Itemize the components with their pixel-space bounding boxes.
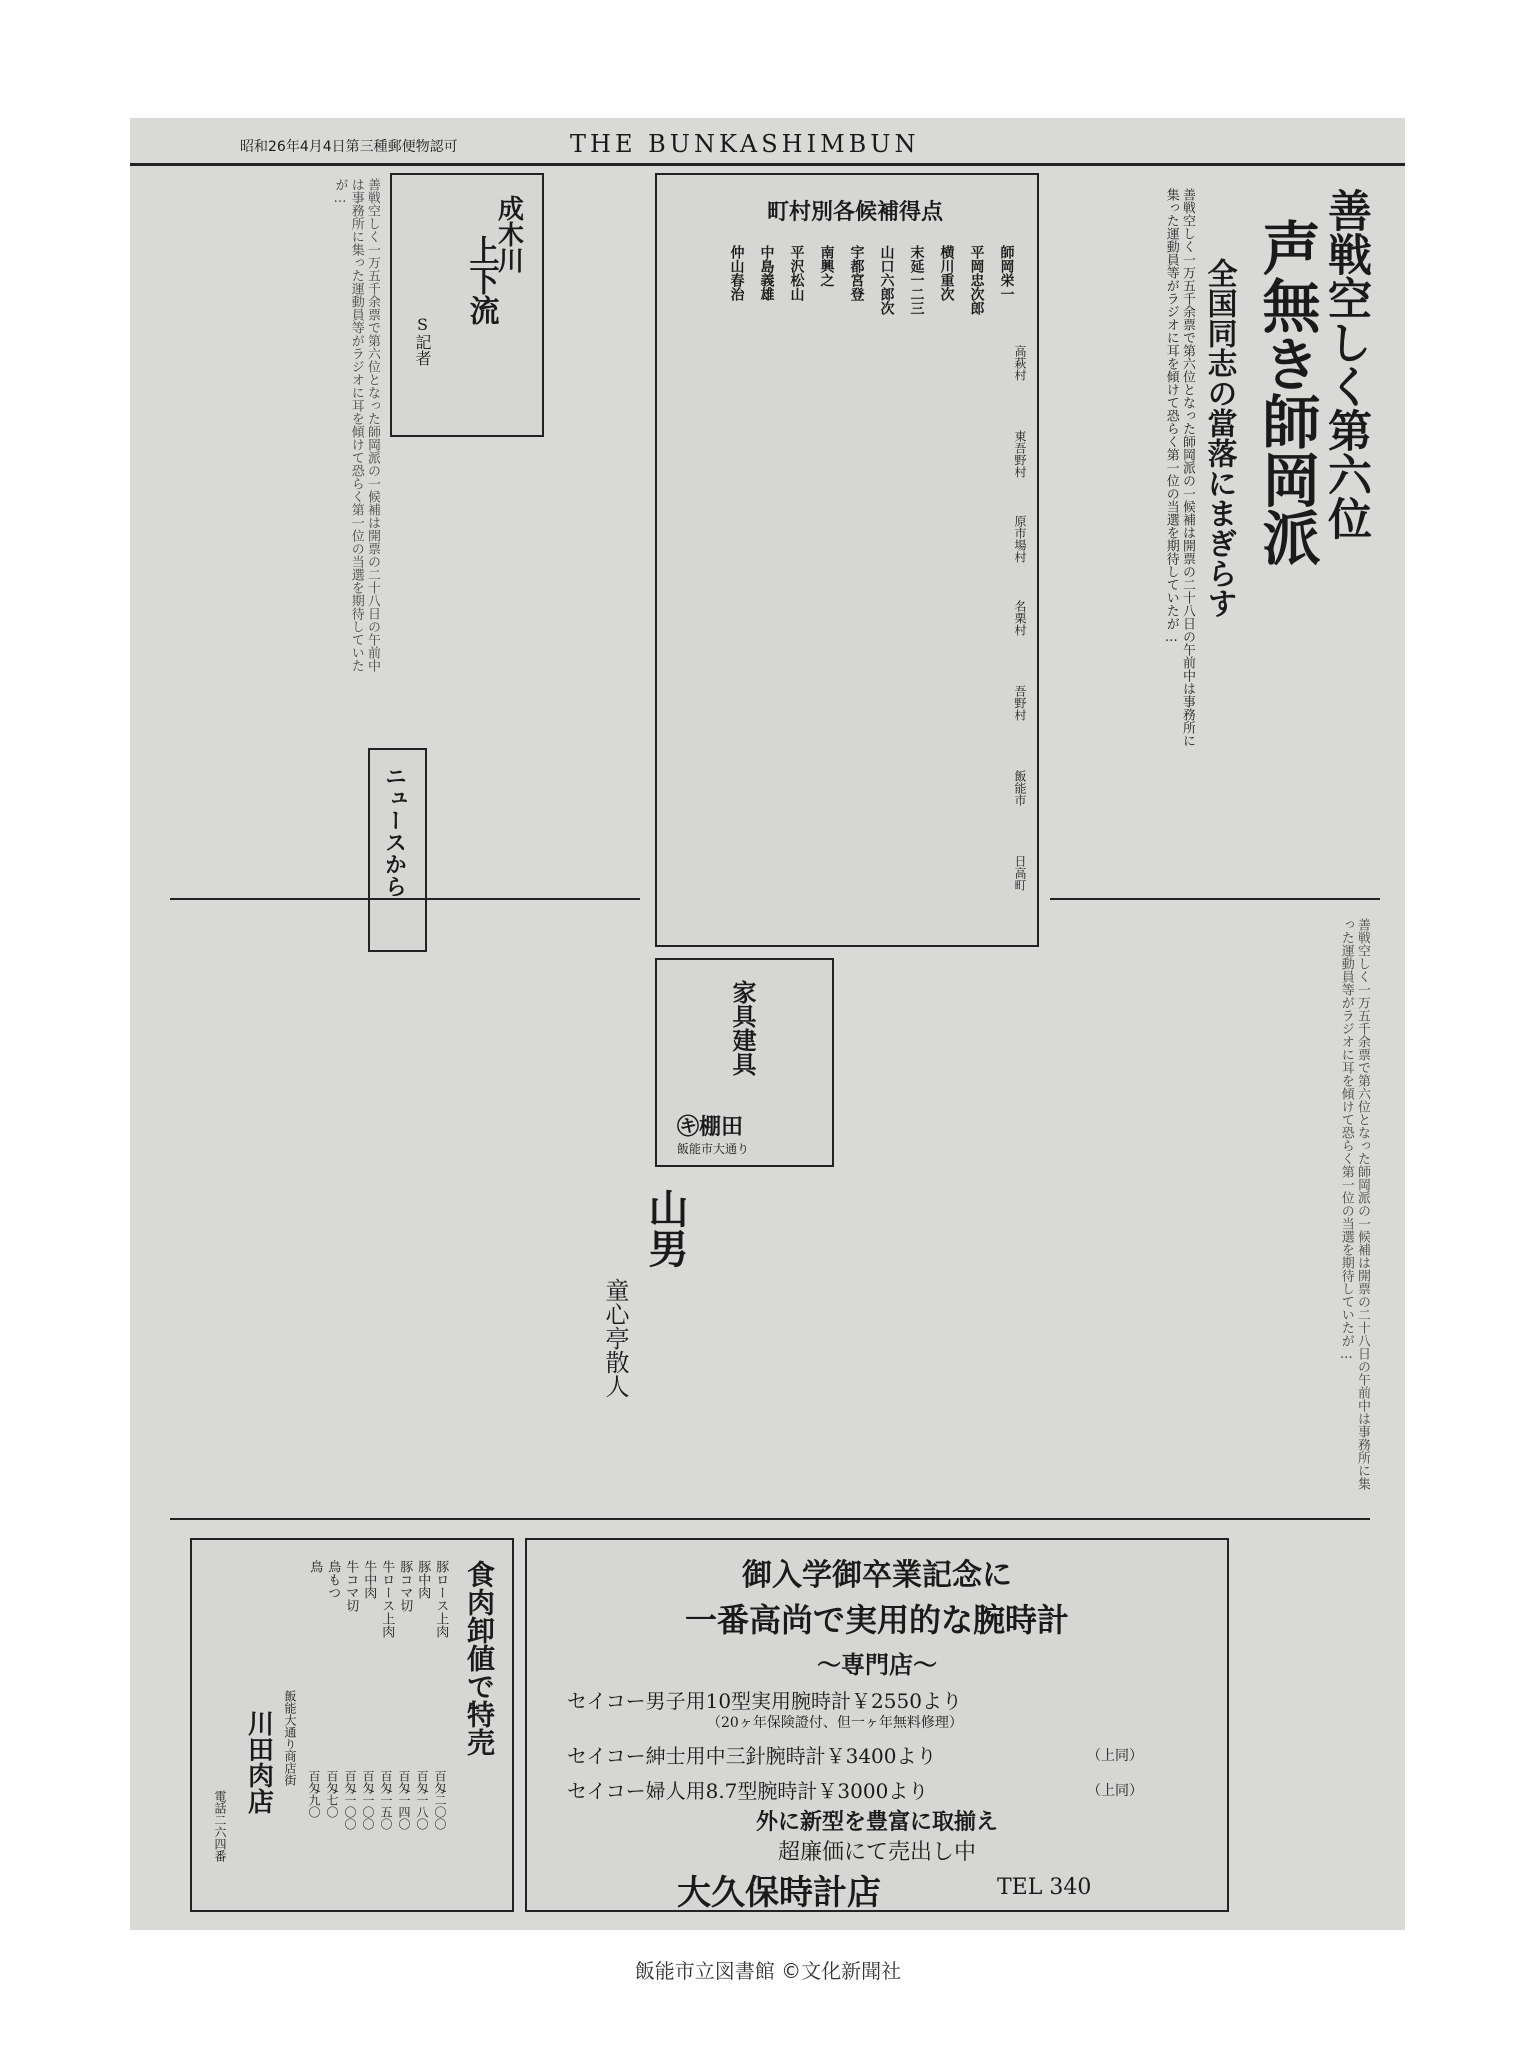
table-candidate: 宇都宮登 <box>848 245 865 301</box>
ad-watch-item3-note: （上同） <box>1087 1783 1143 1799</box>
table-column-header: 日高町 <box>1013 855 1027 891</box>
ad-watch-line1: 御入学御卒業記念に <box>742 1558 1012 1593</box>
table-column-header: 飯能市 <box>1013 770 1027 806</box>
ad-watch-shop: 大久保時計店 <box>677 1873 881 1913</box>
ad-meat-item: 牛中肉 <box>361 1560 377 1599</box>
newspaper-page <box>130 118 1405 1930</box>
table-candidate: 南興之 <box>818 245 835 287</box>
ad-furniture-name: 家具建具 <box>728 980 757 1076</box>
table-candidate: 中島義雄 <box>758 245 775 301</box>
page-footer: 飯能市立図書館 ©文化新聞社 <box>634 1959 902 1983</box>
ad-watch-line5: 超廉価にて売出し中 <box>777 1840 976 1865</box>
divider-left-middle <box>170 898 640 900</box>
ad-watch-item1-note: （20ヶ年保険證付、但一ヶ年無料修理） <box>707 1715 963 1731</box>
table-column-header: 原市場村 <box>1013 515 1027 563</box>
table-column-header: 東吾野村 <box>1013 430 1027 478</box>
column-nari-box <box>390 173 544 437</box>
ad-watch-item2: セイコー紳士用中三針腕時計￥3400より <box>567 1744 937 1768</box>
lead-headline-2: 声無き師岡派 <box>1252 218 1321 566</box>
ad-watch-line3: 〜専門店〜 <box>817 1651 937 1679</box>
ad-meat-item: 豚中肉 <box>415 1560 431 1599</box>
ad-meat-price: 百匁一八〇 <box>415 1770 429 1830</box>
column-nari-title-a: 成木川 <box>493 195 524 273</box>
table-candidate: 師岡栄一 <box>998 245 1015 301</box>
table-title: 町村別各候補得点 <box>767 199 944 225</box>
ad-meat-price: 百匁九〇 <box>307 1770 321 1818</box>
table-candidate: 末延一二三 <box>908 245 925 315</box>
issue-date: 昭和26年4月4日第三種郵便物認可 <box>240 139 458 155</box>
news-box-title: ニュースから <box>381 765 408 897</box>
news-box <box>368 748 427 952</box>
ad-watch-item1: セイコー男子用10型実用腕時計￥2550より <box>567 1689 962 1713</box>
ad-meat-item: 鳥もつ <box>325 1560 341 1599</box>
ad-meat-phone: 電話二六四番 <box>213 1790 227 1862</box>
table-column-header: 吾野村 <box>1013 685 1027 721</box>
ad-meat-price: 百匁一四〇 <box>397 1770 411 1830</box>
ad-meat-price: 百匁二〇〇 <box>433 1770 447 1830</box>
vote-table <box>655 173 1039 947</box>
ad-meat-price: 百匁一〇〇 <box>343 1770 357 1830</box>
ad-watch-line2: 一番高尚で実用的な腕時計 <box>684 1601 1069 1639</box>
lead-body: 善戦空しく一万五千余票で第六位となった師岡派の一候補は開票の二十八日の午前中は事務所に集った運動員等がラジオに耳を傾けて恐らく第一位の当選を期待していたが… <box>1163 188 1195 747</box>
ad-meat-price: 百匁一〇〇 <box>361 1770 375 1830</box>
table-candidate: 平岡忠次郎 <box>968 245 985 315</box>
table-column-header: 高萩村 <box>1013 345 1027 381</box>
ad-meat-item: 豚ロース上肉 <box>433 1560 449 1638</box>
ad-meat-price: 百匁一五〇 <box>379 1770 393 1830</box>
ad-watch-tel: TEL 340 <box>997 1875 1092 1900</box>
body-column-left-top: 善戦空しく一万五千余票で第六位となった師岡派の一候補は開票の二十八日の午前中は事務所に集った運動員等がラジオに耳を傾けて恐らく第一位の当選を期待していたが… <box>332 178 380 672</box>
ad-meat-title: 食肉卸値で特売 <box>463 1560 496 1756</box>
newspaper-title: THE BUNKASHIMBUN <box>570 130 920 158</box>
ad-meat-item: 牛コマ切 <box>343 1560 359 1612</box>
lead-subhead: 全国同志の當落にまぎらす <box>1201 258 1237 618</box>
ad-meat <box>190 1538 514 1912</box>
column-nari-author: S記者 <box>413 315 432 366</box>
ad-watch-line4: 外に新型を豊富に取揃え <box>755 1810 998 1835</box>
ad-meat-item: 豚コマ切 <box>397 1560 413 1612</box>
table-candidate: 山口六郎次 <box>878 245 895 315</box>
column-nari-title-b: 上下流 <box>463 235 499 325</box>
ad-watch-item2-note: （上同） <box>1087 1748 1143 1764</box>
divider-bottom-ads <box>170 1518 1370 1520</box>
ad-meat-item: 鳥 <box>307 1560 323 1573</box>
lead-headline-1: 善戦空しく第六位 <box>1320 188 1371 540</box>
story-title: 山男 <box>642 1188 689 1268</box>
ad-meat-item: 牛ロース上肉 <box>379 1560 395 1638</box>
table-candidate: 平沢松山 <box>788 245 805 301</box>
ad-furniture <box>655 958 834 1167</box>
ad-watch <box>525 1538 1229 1912</box>
table-candidate: 仲山春治 <box>728 245 745 301</box>
table-candidate: 横川重次 <box>938 245 955 301</box>
ad-furniture-addr: 飯能市大通り <box>677 1142 750 1156</box>
ad-furniture-shop: ㋖棚田 <box>677 1114 744 1140</box>
ad-meat-price: 百匁七〇 <box>325 1770 339 1818</box>
story-author: 童心亭散人 <box>601 1278 629 1398</box>
ad-meat-address: 飯能大通り商店街 <box>283 1690 297 1786</box>
table-column-header: 名栗村 <box>1013 600 1027 636</box>
body-column-right-mid: 善戦空しく一万五千余票で第六位となった師岡派の一候補は開票の二十八日の午前中は事務所に集った運動員等がラジオに耳を傾けて恐らく第一位の当選を期待していたが… <box>1338 918 1370 1490</box>
ad-meat-shop: 川田肉店 <box>243 1710 274 1814</box>
ad-watch-item3: セイコー婦人用8.7型腕時計￥3000より <box>567 1779 929 1803</box>
divider-right-middle <box>1050 898 1380 900</box>
masthead <box>130 118 1405 166</box>
